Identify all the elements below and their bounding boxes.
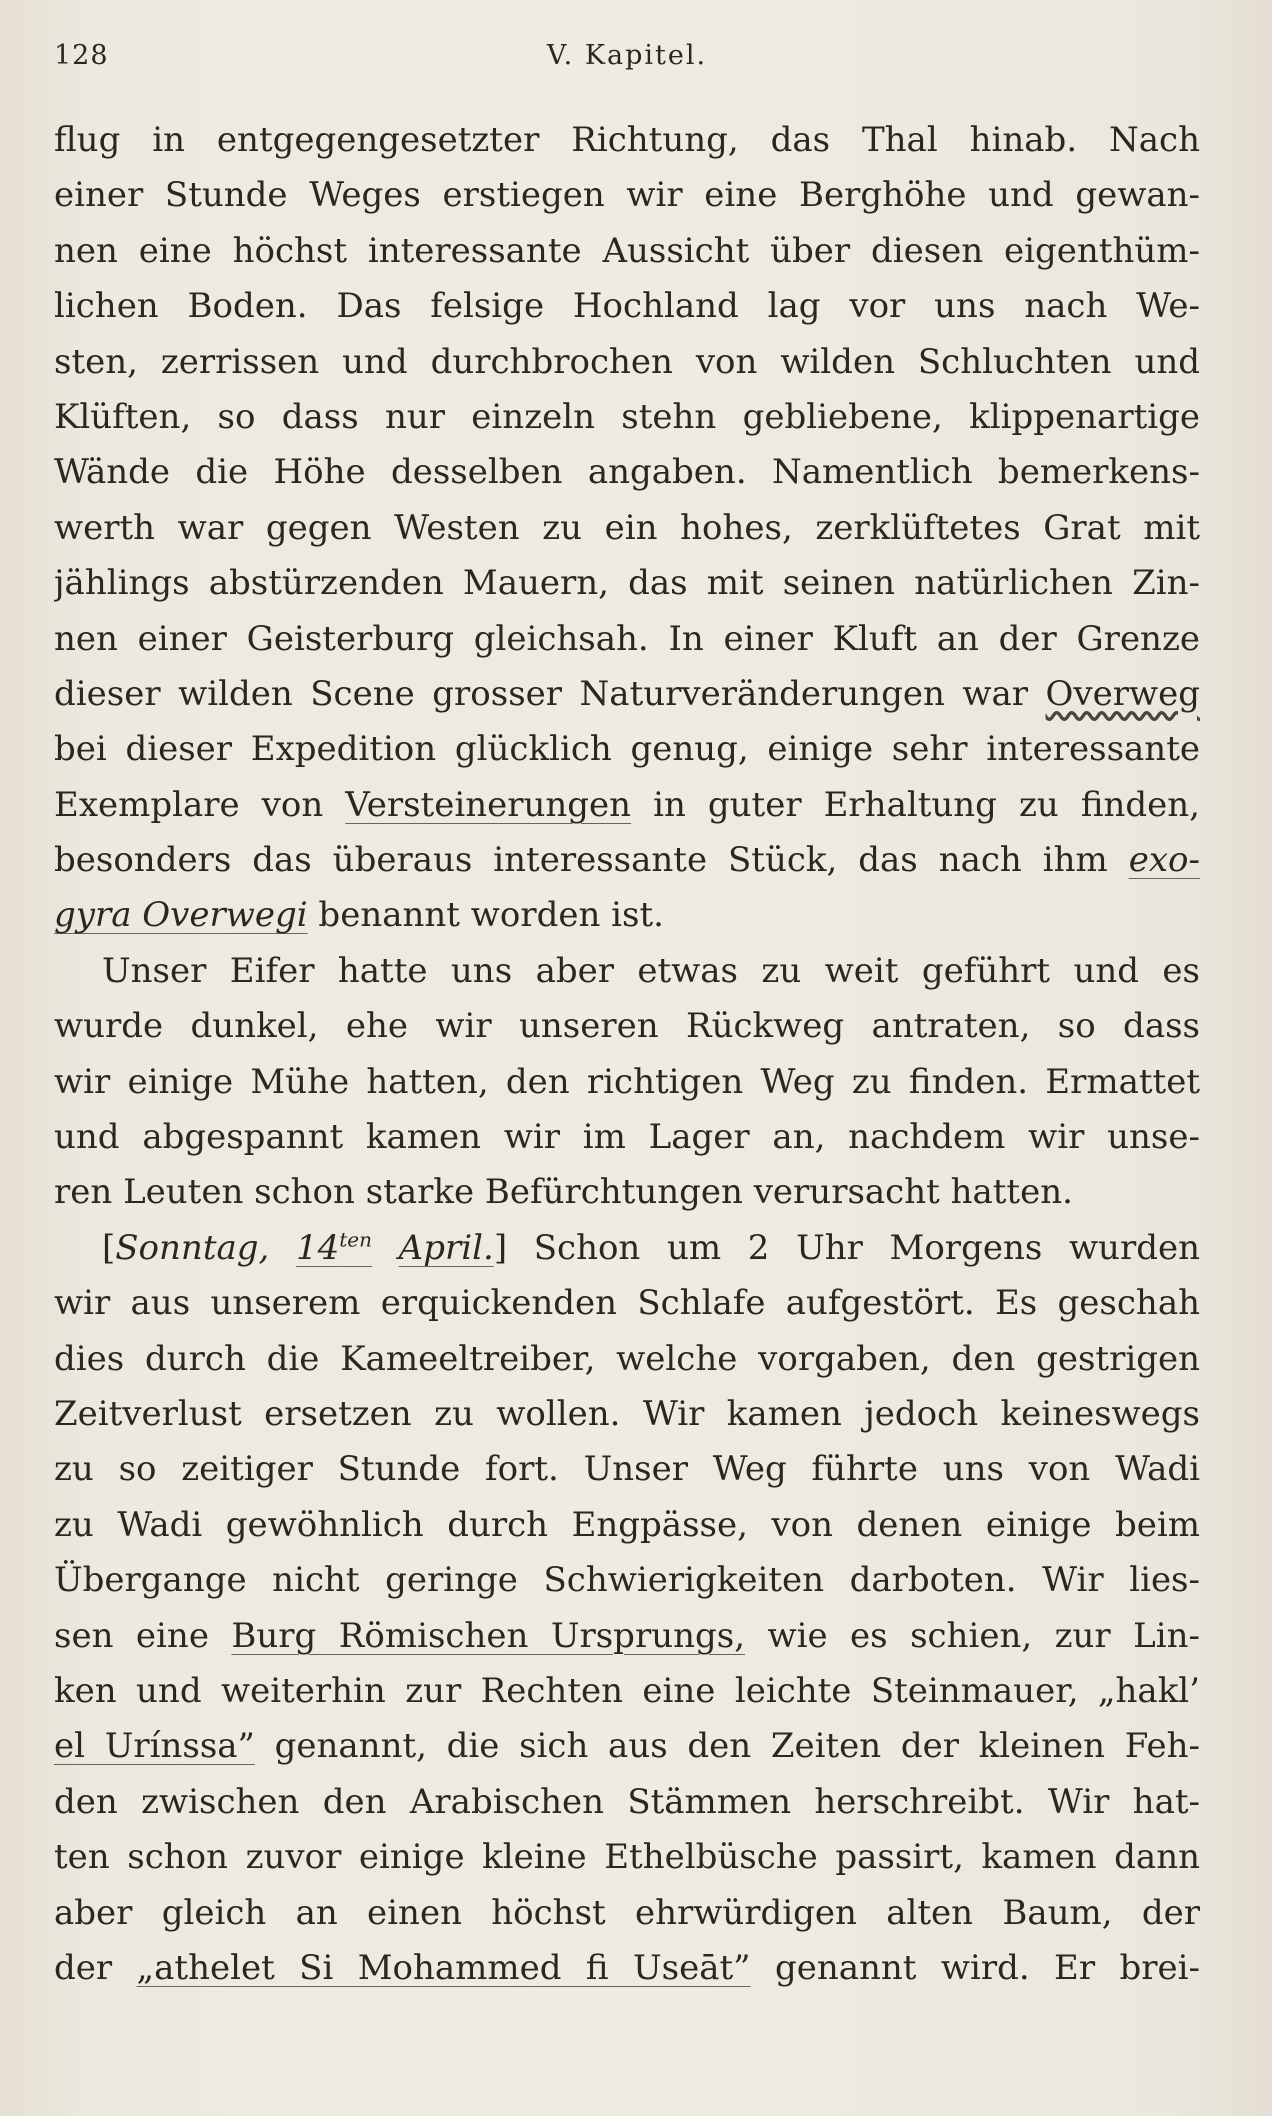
- text-segment: in guter Erhaltung zu finden,: [631, 784, 1200, 825]
- text-line: ten schon zuvor einige kleine Ethelbüsche passirt, kamen dann: [54, 1837, 1200, 1878]
- running-head: [54, 40, 1200, 80]
- text-line: wir aus unserem erquickenden Schlafe aufgestört. Es geschah: [54, 1283, 1200, 1324]
- species-name: gyra Overwegi: [54, 895, 308, 936]
- text-line: wurde dunkel, ehe wir unseren Rückweg antraten, so dass: [54, 1006, 1200, 1047]
- page-number: 128: [54, 40, 109, 71]
- text-line: jählings abstürzenden Mauern, das mit seinen natürlichen Zin-: [54, 563, 1200, 604]
- text-line: nen eine höchst interessante Aussicht über diesen eigenthüm-: [54, 230, 1200, 271]
- name-overweg: Overweg: [1045, 673, 1200, 714]
- text-segment: benannt worden ist.: [307, 895, 664, 936]
- text-line: [54, 1719, 1200, 1774]
- text-line: dies durch die Kameeltreiber, welche vorgaben, den gestrigen: [54, 1338, 1200, 1379]
- text-line: Zeitverlust ersetzen zu wollen. Wir kamen jedoch keineswegs: [54, 1393, 1200, 1434]
- bracket-close: ]: [493, 1227, 508, 1268]
- underlined-phrase: Burg Römischen Ursprungs,: [231, 1615, 746, 1656]
- text-segment: wie es schien, zur Lin-: [745, 1615, 1200, 1656]
- text-line: wir einige Mühe hatten, den richtigen Weg zu finden. Ermattet: [54, 1061, 1200, 1102]
- text-segment: genannt wird. Er brei-: [750, 1947, 1200, 1988]
- bracket-open: [: [102, 1227, 116, 1268]
- text-line: [54, 778, 1200, 833]
- date-day-suffix: ten: [339, 1227, 373, 1252]
- text-line: einer Stunde Weges erstiegen wir eine Berghöhe und gewan-: [54, 175, 1200, 216]
- text-line: Übergange nicht geringe Schwierigkeiten darboten. Wir lies-: [54, 1560, 1200, 1601]
- text-line: und abgespannt kamen wir im Lager an, nachdem wir unse-: [54, 1117, 1200, 1158]
- body-text: [54, 113, 1200, 1996]
- text-line: zu Wadi gewöhnlich durch Engpässe, von denen einige beim: [54, 1504, 1200, 1545]
- date-line: [54, 1221, 1200, 1276]
- text-segment: genannt, die sich aus den Zeiten der kleinen Feh-: [254, 1726, 1200, 1767]
- text-line: lichen Boden. Das felsige Hochland lag vor uns nach We-: [54, 286, 1200, 327]
- text-line: flug in entgegengesetzter Richtung, das Thal hinab. Nach: [54, 120, 1200, 160]
- text-line: [54, 888, 1200, 943]
- text-segment: dieser wilden Scene grosser Naturveränderungen war: [54, 673, 1046, 714]
- text-line: [54, 1941, 1200, 1996]
- text-line: Klüften, so dass nur einzeln stehn gebliebene, klippenartige: [54, 396, 1200, 437]
- text-segment: Schon um 2 Uhr Morgens wurden: [507, 1227, 1200, 1268]
- chapter-title: V. Kapitel.: [546, 40, 708, 71]
- date-day-number: 14: [295, 1227, 340, 1268]
- text-line: aber gleich an einen höchst ehrwürdigen alten Baum, der: [54, 1892, 1200, 1933]
- text-line: den zwischen den Arabischen Stämmen herschreibt. Wir hat-: [54, 1781, 1200, 1822]
- underlined-phrase: „athelet Si Mohammed fi Useāt”: [136, 1947, 751, 1988]
- underlined-phrase: el Urínssa”: [54, 1726, 255, 1767]
- text-line: [54, 833, 1200, 888]
- text-line: zu so zeitiger Stunde fort. Unser Weg führte uns von Wadi: [54, 1449, 1200, 1490]
- text-line: [54, 667, 1200, 722]
- text-line: Wände die Höhe desselben angaben. Namentlich bemerkens-: [54, 452, 1200, 493]
- date-day: [296, 1228, 372, 1268]
- underlined-word: Versteinerungen: [345, 784, 632, 825]
- date-weekday: Sonntag,: [115, 1227, 270, 1268]
- text-line: bei dieser Expedition glücklich genug, einige sehr interessante: [54, 729, 1200, 770]
- text-line: ken und weiterhin zur Rechten eine leichte Steinmauer, „hakl’: [54, 1670, 1200, 1711]
- text-line: sten, zerrissen und durchbrochen von wilden Schluchten und: [54, 341, 1200, 382]
- text-segment: besonders das überaus interessante Stück, das nach ihm: [54, 840, 1129, 881]
- text-segment: sen eine: [54, 1615, 232, 1656]
- text-line: nen einer Geisterburg gleichsah. In einer Kluft an der Grenze: [54, 618, 1200, 659]
- text-segment: Exemplare von: [54, 784, 346, 825]
- text-line: Unser Eifer hatte uns aber etwas zu weit geführt und es: [102, 950, 1200, 991]
- text-line: ren Leuten schon starke Befürchtungen verursacht hatten.: [54, 1172, 1073, 1213]
- text-line: werth war gegen Westen zu ein hohes, zerklüftetes Grat mit: [54, 507, 1200, 548]
- date-month: April.: [398, 1227, 494, 1268]
- text-segment: der: [54, 1947, 137, 1988]
- text-line: [54, 1609, 1200, 1664]
- species-name-part: exo-: [1128, 840, 1200, 881]
